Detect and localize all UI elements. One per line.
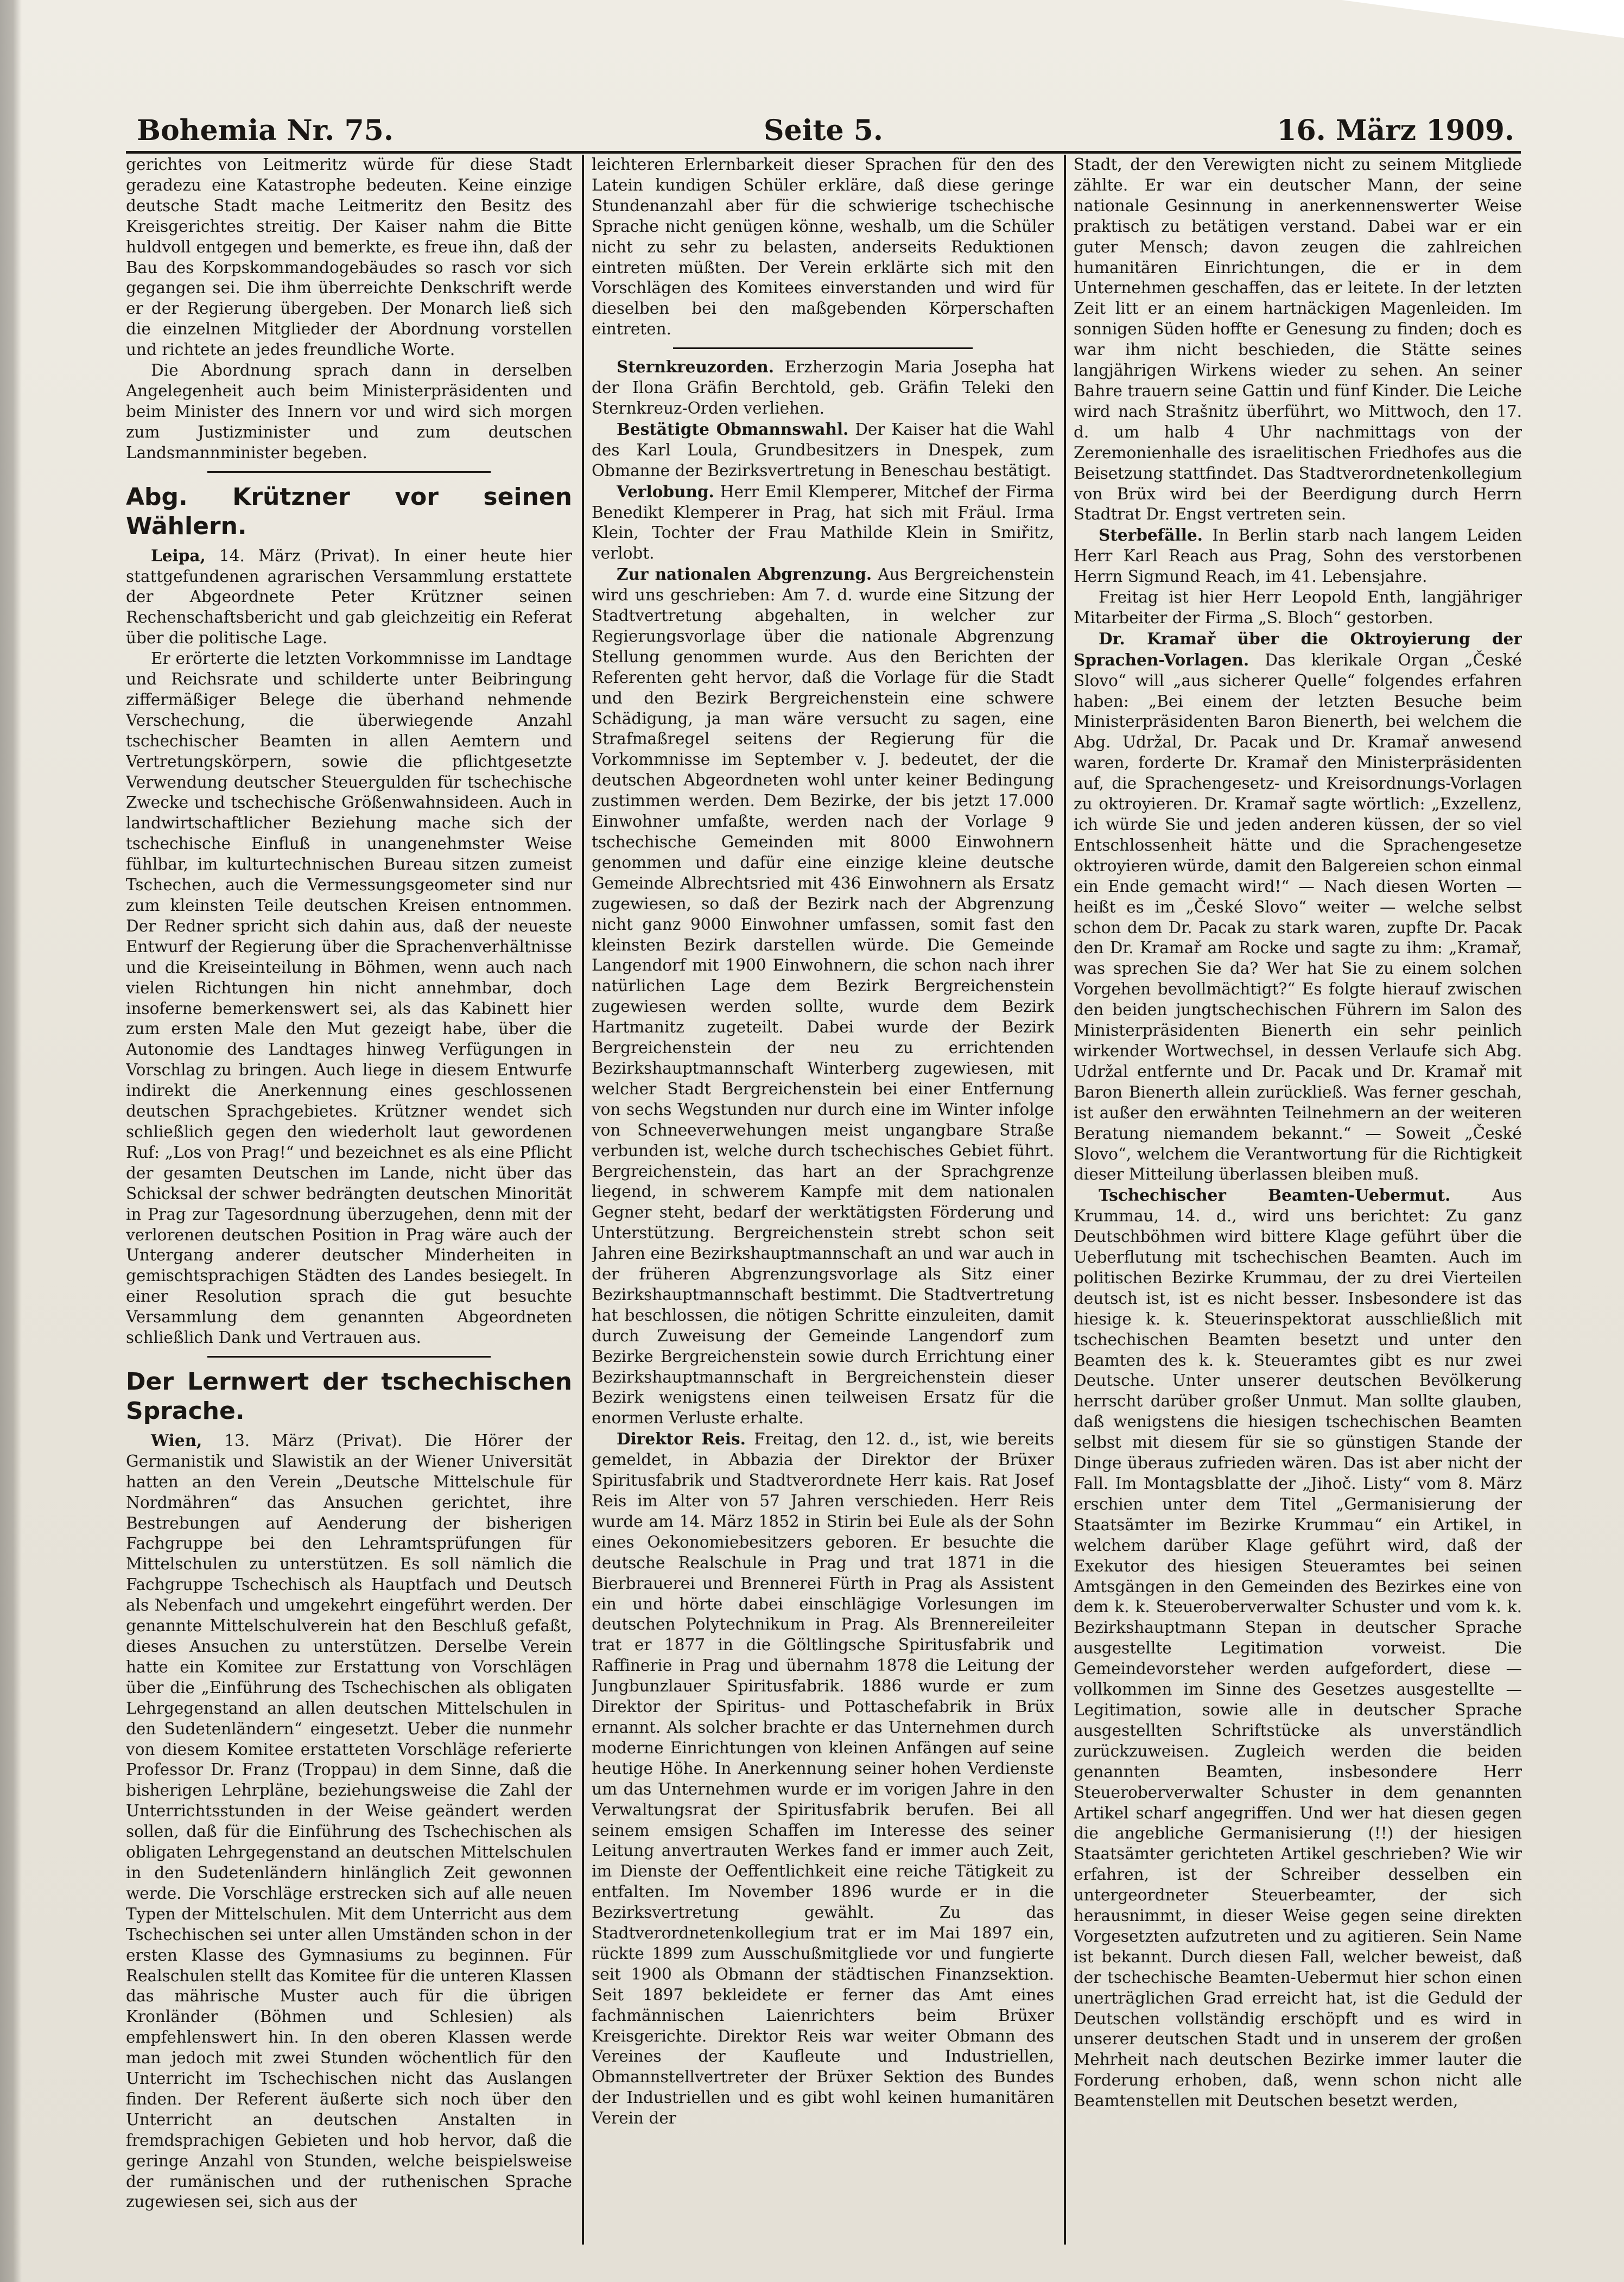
header-date: 16. März 1909. <box>1277 114 1514 147</box>
article-headline: Der Lernwert der tschechischen Sprache. <box>126 1367 572 1425</box>
article-text: Aus Krummau, 14. d., wird uns berichtet: Zu ganz Deutschböhmen wird bittere Klage geführt über die Ueberflutung mit tschechischen Beamten. Auch im politischen Bezirke Krummau, der zu drei Vierteilen deutsch ist, ist es nicht besser. Insbesondere ist das hiesige k. k. Steuerinspektorat ausschließlich mit tschechischen Beamten besetzt und unter den Beamten des k. k. Steueramtes gibt es nur zwei Deutsche. Unter unserer deutschen Bevölkerung herrscht darüber großer Unmut. Man sollte glauben, daß wenigstens die hiesigen tschechischen Beamten selbst mit diesem für sie so günstigen Stande der Dinge überaus zufrieden wären. Das ist aber nicht der Fall. Im Montagsblatte der „Jihoč. Listy“ vom 8. März erschien unter dem Titel „Germanisierung der Staatsämter im Bezirke Krummau“ ein Artikel, in welchem darüber Klage geführt wird, daß der Exekutor des hiesigen Steueramtes bei seinen Amtsgängen in den Gemeinden des Bezirkes eine von dem k. k. Steueroberverwalter Schuster und vom k. k. Bezirkshauptmann Stepan in deutscher Sprache ausgestellte Legitimation vorweist. Die Gemeindevorsteher werden aufgefordert, diese — vollkommen im Sinne des Gesetzes ausgestellte — Legitimation, sowie alle in deutscher Sprache ausgestellten Schriftstücke als unverständlich zurückzuweisen. Zugleich werden die beiden genannten Beamten, insbesondere Herr Steueroberverwalter Schuster in dem genannten Artikel scharf angegriffen. Und wer hat diesen gegen die angebliche Germanisierung (!!) der hiesigen Staatsämter gerichteten Artikel geschrieben? Wie wir erfahren, ist der Schreiber desselben ein untergeordneter Steuerbeamter, der sich herausnimmt, in dieser Weise gegen seine direkten Vorgesetzten aufzutreten und zu agitieren. Sein Name ist bekannt. Durch diesen Fall, welcher beweist, daß der tschechische Beamten-Uebermut hier schon einen unerträglichen Grad erreicht hat, ist die Geduld der Deutschen vollständig erschöpft und es wird in unserer deutschen Stadt und in unserem der großen Mehrheit nach deutschen Bezirke immer lauter die Forderung erhoben, daß, wenn schon nicht alle Beamtenstellen mit Deutschen besetzt werden, <box>1074 1186 1522 2110</box>
item-headline: Tschechischer Beamten-Uebermut. <box>1099 1186 1451 1205</box>
item-headline: Zur nationalen Abgrenzung. <box>617 565 872 584</box>
article-text: Freitag ist hier Herr Leopold Enth, langjähriger Mitarbeiter der Firma „S. Bloch“ gestorben. <box>1074 588 1522 627</box>
header-issue: Bohemia Nr. 75. <box>137 114 394 147</box>
article-text: Aus Bergreichenstein wird uns geschrieben: Am 7. d. wurde eine Sitzung der Stadtvertretung abgehalten, in welcher zur Regierungsvorlage über die nationale Abgrenzung Stellung genommen wurde. Aus den Berichten der Referenten geht hervor, daß die Vorlage für die Stadt und den Bezirk Bergreichenstein eine schwere Schädigung, ja man wäre versucht zu sagen, eine Strafmaßregel seitens der Regierung für die Vorkommnisse im September v. J. bedeutet, der die deutschen Abgeordneten wohl unter keiner Bedingung zustimmen werden. Dem Bezirke, der bis jetzt 17.000 Einwohner umfaßte, werden nach der Vorlage 9 tschechische Gemeinden mit 8000 Einwohnern genommen und dafür eine einzige kleine deutsche Gemeinde Albrechtsried mit 436 Einwohnern als Ersatz zugewiesen, so daß der Bezirk nach der Abgrenzung nicht ganz 9000 Einwohner umfassen, somit fast den kleinsten Bezirk darstellen würde. Die Gemeinde Langendorf mit 1900 Einwohnern, die schon nach ihrer natürlichen Lage dem Bezirk Bergreichenstein zugewiesen werden sollte, wurde dem Bezirk Hartmanitz zugeteilt. Dabei wurde der Bezirk Bergreichenstein der neu zu errichtenden Bezirkshauptmannschaft Winterberg zugewiesen, mit welcher Stadt Bergreichenstein bei einer Entfernung von sechs Wegstunden nur durch eine im Winter infolge von Schneeverwehungen meist ungangbare Straße verbunden ist, welche durch tschechisches Gebiet führt. Bergreichenstein, das hart an der Sprachgrenze liegend, in schwerem Kampfe mit dem nationalen Gegner steht, bedarf der werktätigsten Förderung und Unterstützung. Bergreichenstein strebt schon seit Jahren eine Bezirkshauptmannschaft an und war auch in der früheren Abgrenzungsvorlage als Sitz einer Bezirkshauptmannschaft bestimmt. Die Stadtvertretung hat beschlossen, die nötigen Schritte einzuleiten, damit durch Zuweisung der Gemeinde Langendorf zum Bezirke Bergreichenstein sowie durch Errichtung einer Bezirkshauptmannschaft in Bergreichenstein dieser Bezirk wenigstens einen teilweisen Ersatz für die enormen Verluste erhalte. <box>592 565 1054 1428</box>
section-divider <box>673 347 973 349</box>
article-text: 14. März (Privat). In einer heute hier stattgefundenen agrarischen Versammlung erstattete der Abgeordnete Peter Krützner seinen Rechenschaftsbericht und gab gleichzeitig ein Referat über die politische Lage. <box>126 546 572 648</box>
column-1 <box>126 155 572 2245</box>
article-text: Erzherzogin Maria Josepha hat der Ilona Gräfin Berchtold, geb. Gräfin Teleki den Sternkreuz-Orden verliehen. <box>592 358 1054 417</box>
header-page-number: Seite 5. <box>764 114 883 147</box>
article-text: Er erörterte die letzten Vorkommnisse im Landtage und Reichsrate und schilderte unter Beibringung ziffermäßiger Belege die überhand nehmende Verschechung, die überwiegende Anzahl tschechischer Beamten in allen Aemtern und Vertretungskörpern, sowie die pflichtgesetzte Verwendung deutscher Steuergulden für tschechische Zwecke und tschechische Größenwahnsideen. Auch in landwirtschaftlicher Beziehung mache sich der tschechische Einfluß in unangenehmster Weise fühlbar, im kulturtechnischen Bureau sitzen zumeist Tschechen, auch die Vermessungsgeometer sind nur zum kleinsten Teile deutschen Kreisen entnommen. Der Redner spricht sich dahin aus, daß der neueste Entwurf der Regierung über die Sprachenverhältnisse und die Kreiseinteilung in Böhmen, wenn auch nach vielen Richtungen hin nicht annehmbar, doch insoferne bemerkenswert sei, als das Kabinett hier zum ersten Male den Mut gezeigt habe, über die Autonomie des Landtages hinweg Verfügungen in Vorschlag zu bringen. Auch liege in diesem Entwurfe indirekt die Anerkennung eines geschlossenen deutschen Sprachgebietes. Krützner wendet sich schließlich gegen den wiederholt laut gewordenen Ruf: „Los von Prag!“ und bezeichnet es als eine Pflicht der gesamten Deutschen im Lande, nicht über das Schicksal der schwer bedrängten deutschen Minorität in Prag zur Tagesordnung überzugehen, denn mit der verlorenen deutschen Position in Prag wäre auch der Untergang anderer deutscher Minderheiten in gemischtsprachigen Städten des Landes besiegelt. In einer Resolution sprach die gut besuchte Versammlung dem genannten Abgeordneten schließlich Dank und Vertrauen aus. <box>126 649 572 1347</box>
article-text: Herr Emil Klemperer, Mitchef der Firma Benedikt Klemperer in Prag, hat sich mit Fräul. Irma Klein, Tochter der Frau Mathilde Klein in Smiřitz, verlobt. <box>592 482 1054 563</box>
column-2 <box>592 155 1054 2245</box>
item-headline: Dr. Kramař über die Oktroyierung der Sprachen-Vorlagen. <box>1074 629 1522 669</box>
article-text: 13. März (Privat). Die Hörer der Germanistik und Slawistik an der Wiener Universität hatten an den Verein „Deutsche Mittelschule für Nordmähren“ das Ansuchen gerichtet, ihre Bestrebungen auf Aenderung der bisherigen Fachgruppe bei den Lehramtsprüfungen für Mittelschulen zu unterstützen. Es soll nämlich die Fachgruppe Tschechisch als Hauptfach und Deutsch als Nebenfach und umgekehrt eingeführt werden. Der genannte Mittelschulverein hat den Beschluß gefaßt, dieses Ansuchen zu unterstützen. Derselbe Verein hatte ein Komitee zur Erstattung von Vorschlägen über die „Einführung des Tschechischen als obligaten Lehrgegenstand an allen deutschen Mittelschulen in den Sudetenländern“ eingesetzt. Ueber die nunmehr von diesem Komitee erstatteten Vorschläge referierte Professor Dr. Franz (Troppau) in dem Sinne, daß die bisherigen Lehrpläne, beziehungsweise die Zahl der Unterrichtsstunden in der Weise geändert werden sollen, daß für die Einführung des Tschechischen als obligaten Lehrgegenstand an deutschen Mittelschulen in den Sudetenländern hinlänglich Zeit gewonnen werde. Die Vorschläge erstrecken sich auf alle neuen Typen der Mittelschulen. Mit dem Unterricht aus dem Tschechischen sei unter allen Umständen schon in der ersten Klasse des Gymnasiums zu beginnen. Für Realschulen stellt das Komitee für die unteren Klassen das mährische Muster auch für die übrigen Kronländer (Böhmen und Schlesien) als empfehlenswert hin. In den oberen Klassen werde man jedoch mit zwei Stunden wöchentlich für den Unterricht im Tschechischen nicht das Auslangen finden. Der Referent äußerte sich noch über den Unterricht an deutschen Anstalten in fremdsprachigen Gebieten und hob hervor, daß die geringe Anzahl von Stunden, welche beispielsweise der rumänischen und der ruthenischen Sprache zugewiesen sei, sich aus der <box>126 1431 572 2211</box>
dateline: Wien, <box>151 1430 202 1450</box>
column-divider <box>1064 155 1066 2245</box>
scan-edge-shadow <box>0 0 22 2282</box>
dateline: Leipa, <box>151 546 206 565</box>
column-3 <box>1074 155 1522 2245</box>
article-text: Freitag, den 12. d., ist, wie bereits gemeldet, in Abbazia der Direktor der Brüxer Spiritusfabrik und Stadtverordnete Herr kais. Rat Josef Reis im Alter von 57 Jahren verschieden. Herr Reis wurde am 14. März 1852 in Stirin bei Eule als der Sohn eines Oekonomiebesitzers geboren. Er besuchte die deutsche Realschule in Prag und trat 1871 in die Bierbrauerei und Brennerei Fürth in Prag als Assistent ein und hörte dabei einschlägige Vorlesungen im deutschen Polytechnikum in Prag. Als Brennereileiter trat er 1877 in die Göltlingsche Spiritusfabrik und Raffinerie in Prag und übernahm 1878 die Leitung der Jungbunzlauer Spiritusfabrik. 1886 wurde er zum Direktor der Spiritus- und Pottaschefabrik in Brüx ernannt. Als solcher brachte er das Unternehmen durch moderne Einrichtungen von kleinen Anfängen auf seine heutige Höhe. In Anerkennung seiner hohen Verdienste um das Unternehmen wurde er im vorigen Jahre in den Verwaltungsrat der Spiritusfabrik berufen. Bei all seinem emsigen Schaffen im Interesse des seiner Leitung anvertrauten Werkes fand er immer auch Zeit, im Dienste der Oeffentlichkeit eine reiche Tätigkeit zu entfalten. Im November 1896 wurde er in die Bezirksvertretung gewählt. Zu das Stadtverordnetenkollegium trat er im Mai 1897 ein, rückte 1899 zum Ausschußmitgliede vor und fungierte seit 1900 als Obmann der städtischen Finanzsektion. Seit 1897 bekleidete er ferner das Amt eines fachmännischen Laienrichters beim Brüxer Kreisgerichte. Direktor Reis war weiter Obmann des Vereines der Kaufleute und Industriellen, Obmannstellvertreter der Brüxer Sektion des Bundes der Industriellen und es gibt wohl keinen humanitären Verein der <box>592 1430 1054 2128</box>
folded-corner <box>1342 0 1624 38</box>
item-headline: Sterbefälle. <box>1099 525 1203 545</box>
item-headline: Sternkreuzorden. <box>617 357 774 377</box>
item-headline: Direktor Reis. <box>617 1429 746 1449</box>
article-headline: Abg. Krützner vor seinen Wählern. <box>126 483 572 540</box>
item-headline: Verlobung. <box>617 481 714 501</box>
section-divider <box>207 471 491 473</box>
page-header <box>126 113 1521 154</box>
article-text: Der Kaiser hat die Wahl des Karl Loula, Grundbesitzers in Dnespek, zum Obmanne der Bezirksvertretung in Beneschau bestätigt. <box>592 420 1054 480</box>
section-divider <box>207 1356 491 1358</box>
item-headline: Bestätigte Obmannswahl. <box>617 419 849 439</box>
article-text: Die Abordnung sprach dann in derselben Angelegenheit auch beim Ministerpräsidenten und beim Minister des Innern vor und wird sich morgen zum Justizminister und zum deutschen Landsmannminister begeben. <box>126 361 572 462</box>
article-text: Stadt, der den Verewigten nicht zu seinem Mitgliede zählte. Er war ein deutscher Mann, der seine nationale Gesinnung in anerkennenswerter Weise praktisch zu betätigen verstand. Dabei war er ein guter Mensch; davon zeugen die zahlreichen humanitären Einrichtungen, die er in dem Unternehmen geschaffen, das er leitete. In der letzten Zeit litt er an einem hartnäckigen Magenleiden. Im sonnigen Süden hoffte er Genesung zu finden; doch es war ihm nicht beschieden, die Stätte seines langjährigen Wirkens wieder zu sehen. An seiner Bahre trauern seine Gattin und fünf Kinder. Die Leiche wird nach Strašnitz überführt, wo Mittwoch, den 17. d. um halb 4 Uhr nachmittags von der Zeremonienhalle des israelitischen Friedhofes aus die Beisetzung stattfindet. Das Stadtverordnetenkollegium von Brüx wird bei der Beerdigung durch Herrn Stadtrat Dr. Engst vertreten sein. <box>1074 155 1522 524</box>
column-divider <box>582 155 584 2245</box>
article-text: gerichtes von Leitmeritz würde für diese Stadt geradezu eine Katastrophe bedeuten. Keine einzige deutsche Stadt mache Leitmeritz den Besitz des Kreisgerichtes streitig. Der Kaiser nahm die Bitte huldvoll entgegen und bemerkte, es freue ihn, daß der Bau des Korpskommandogebäudes so rasch vor sich gegangen sei. Die ihm überreichte Denkschrift werde er der Regierung übergeben. Der Monarch ließ sich die einzelnen Mitglieder der Abordnung vorstellen und richtete an jedes freundliche Worte. <box>126 155 572 359</box>
article-text: In Berlin starb nach langem Leiden Herr Karl Reach aus Prag, Sohn des verstorbenen Herrn Sigmund Reach, im 41. Lebensjahre. <box>1074 526 1522 586</box>
article-text: leichteren Erlernbarkeit dieser Sprachen für den des Latein kundigen Schüler erkläre, daß diese geringe Stundenanzahl aber für die schwierige tschechische Sprache nicht genügen könne, weshalb, um die Schüler nicht zu sehr zu belasten, anderseits Reduktionen eintreten müßten. Der Verein erklärte sich mit den Vorschlägen des Komitees einverstanden und wird für dieselben bei den maßgebenden Körperschaften eintreten. <box>592 155 1054 339</box>
article-text: Das klerikale Organ „České Slovo“ will „aus sicherer Quelle“ folgendes erfahren haben: „Bei einem der letzten Besuche beim Ministerpräsidenten Baron Bienerth, bei welchem die Abg. Udržal, Dr. Pacak und Dr. Kramař anwesend waren, forderte Dr. Kramař den Ministerpräsidenten auf, die Sprachengesetz- und Kreisordnungs-Vorlagen zu oktroyieren. Dr. Kramař sagte wörtlich: „Exzellenz, ich würde Sie und jeden anderen küssen, der so viel Entschlossenheit hätte und die Sprachengesetze oktroyieren würde, damit den Balgereien schon einmal ein Ende gemacht wird!“ — Nach diesen Worten — heißt es im „České Slovo“ weiter — welche selbst schon dem Dr. Pacak zu stark waren, zupfte Dr. Pacak den Dr. Kramař am Rocke und sagte zu ihm: „Kramař, was sprechen Sie da? Wer hat Sie zu einem solchen Vorgehen bevollmächtigt?“ Es folgte hierauf zwischen den beiden jungtschechischen Führern im Salon des Ministerpräsidenten Bienerth ein sehr peinlich wirkender Wortwechsel, in dessen Verlaufe sich Abg. Udržal entfernte und Dr. Pacak und Dr. Kramař mit Baron Bienerth allein zurückließ. Was ferner geschah, ist außer den erwähnten Teilnehmern an der weiteren Beratung niemandem bekannt.“ — Soweit „České Slovo“, welchem die Verantwortung für die Richtigkeit dieser Mitteilung überlassen bleiben muß. <box>1074 650 1522 1184</box>
